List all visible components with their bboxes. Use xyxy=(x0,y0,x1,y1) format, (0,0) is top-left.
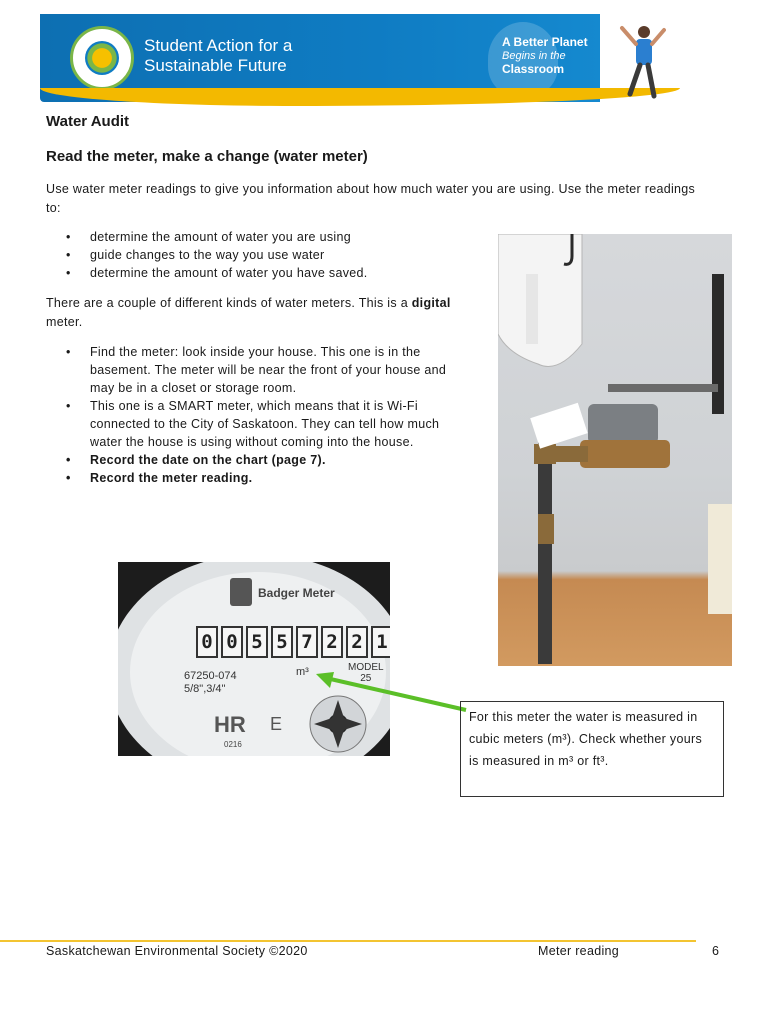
meter-digit: 2 xyxy=(321,626,343,658)
ses-logo xyxy=(70,26,134,90)
basement-meter-illustration xyxy=(498,234,732,666)
tagline-line-1: A Better Planet xyxy=(502,35,588,49)
meter-digits xyxy=(196,626,390,658)
footer-section: Meter reading xyxy=(538,944,620,958)
meter-closeup-photo xyxy=(118,562,390,756)
intro-paragraph: Use water meter readings to give you information about how much water you are using. Use the meter readings to: xyxy=(46,182,696,215)
footer-rule xyxy=(0,940,696,942)
list-item: • Record the meter reading. xyxy=(64,469,474,487)
meter-digit: 5 xyxy=(271,626,293,658)
page-title: Water Audit xyxy=(46,113,130,130)
uses-list xyxy=(64,228,474,282)
meter-size: 5/8",3/4" xyxy=(184,683,226,695)
meter-model-number: 25 xyxy=(360,673,372,684)
meter-type-end: meter. xyxy=(46,315,83,329)
meter-digit: 7 xyxy=(296,626,318,658)
meter-serial: 67250-074 xyxy=(184,670,237,682)
list-item: • determine the amount of water you are using xyxy=(64,228,474,246)
page-number: 6 xyxy=(712,944,719,958)
meter-e: E xyxy=(270,714,283,734)
tagline-line-3: Classroom xyxy=(502,62,565,76)
meter-type-paragraph xyxy=(46,294,476,332)
list-item: • Find the meter: look inside your house. This one is in the basement. The meter will be near the front of your house and may be in a closet or storage room. xyxy=(64,343,474,397)
meter-hr: HR xyxy=(214,712,246,737)
list-item: • determine the amount of water you have saved. xyxy=(64,264,474,282)
meter-brand: Badger Meter xyxy=(258,586,335,600)
meter-specs xyxy=(184,670,237,696)
steps-list xyxy=(64,343,474,487)
meter-digit: 0 xyxy=(196,626,218,658)
meter-unit: m³ xyxy=(296,666,309,678)
meter-type-text: There are a couple of different kinds of water meters. This is a xyxy=(46,296,412,310)
list-item: • This one is a SMART meter, which means that it is Wi-Fi connected to the City of Saskatoon. They can tell how much water the house is using without coming into the house. xyxy=(64,397,474,451)
basement-meter-photo xyxy=(498,234,732,666)
meter-digit: 2 xyxy=(346,626,368,658)
brand-line-1: Student Action for a xyxy=(144,36,293,55)
meter-model-label: MODEL xyxy=(348,662,384,673)
brand-text xyxy=(144,36,292,76)
meter-digit: 5 xyxy=(246,626,268,658)
meter-digit: 1 xyxy=(371,626,390,658)
brand-line-2: Sustainable Future xyxy=(144,56,287,75)
tagline xyxy=(502,36,588,77)
meter-type-bold: digital xyxy=(411,296,451,310)
meter-code: 0216 xyxy=(224,740,242,749)
section-subtitle: Read the meter, make a change (water meter) xyxy=(46,148,368,165)
jumping-kid-icon xyxy=(618,22,666,106)
footer-copyright: Saskatchewan Environmental Society ©2020 xyxy=(46,944,308,958)
list-item: • guide changes to the way you use water xyxy=(64,246,474,264)
green-arrow-icon xyxy=(310,668,470,716)
tagline-line-2: Begins in the xyxy=(502,50,566,62)
meter-digit: 0 xyxy=(221,626,243,658)
list-item: • Record the date on the chart (page 7). xyxy=(64,451,474,469)
unit-callout: For this meter the water is measured in cubic meters (m³). Check whether yours is measured in m³ or ft³. xyxy=(460,701,724,797)
header-swoosh xyxy=(40,88,680,106)
